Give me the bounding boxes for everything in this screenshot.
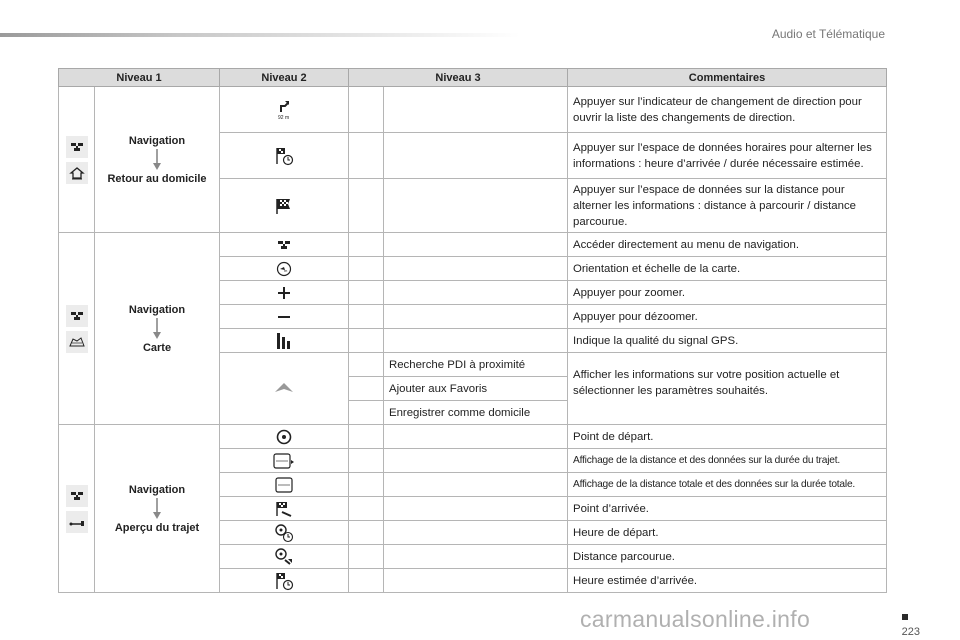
empty-cell bbox=[384, 449, 568, 473]
empty-cell bbox=[349, 329, 384, 353]
page-marker bbox=[902, 614, 908, 620]
empty-cell bbox=[384, 257, 568, 281]
comment-cell: Distance parcourue. bbox=[568, 545, 887, 569]
empty-cell bbox=[349, 425, 384, 449]
comment-cell: Point de départ. bbox=[568, 425, 887, 449]
empty-cell bbox=[349, 87, 384, 133]
empty-cell bbox=[384, 179, 568, 233]
empty-cell bbox=[349, 569, 384, 593]
level3-icon-cell bbox=[220, 569, 349, 593]
level3-icon-cell bbox=[220, 545, 349, 569]
empty-cell bbox=[349, 179, 384, 233]
empty-cell bbox=[384, 233, 568, 257]
comment-cell: Appuyer sur l’espace de données horaires pour alterner les informations : heure d’arrivée / durée nécessaire estimée. bbox=[568, 133, 887, 179]
level1-cell bbox=[59, 425, 95, 593]
header-level2: Niveau 2 bbox=[220, 69, 349, 87]
level2-to: Aperçu du trajet bbox=[114, 521, 200, 534]
level2-cell bbox=[95, 233, 220, 425]
level3-icon-cell bbox=[220, 329, 349, 353]
comment-cell: Point d’arrivée. bbox=[568, 497, 887, 521]
empty-cell bbox=[384, 497, 568, 521]
comment-cell: Heure estimée d’arrivée. bbox=[568, 569, 887, 593]
header-level3: Niveau 3 bbox=[349, 69, 568, 87]
empty-cell bbox=[349, 401, 384, 425]
level3-icon-cell bbox=[220, 281, 349, 305]
empty-cell bbox=[349, 257, 384, 281]
level2-to: Retour au domicile bbox=[107, 172, 207, 185]
level2-from: Navigation bbox=[128, 303, 186, 316]
empty-cell bbox=[384, 569, 568, 593]
sub-item-poi-search: Recherche PDI à proximité bbox=[384, 353, 568, 377]
zoom-in-icon bbox=[277, 286, 291, 300]
direction-change-icon bbox=[275, 100, 293, 120]
comment-cell: Appuyer sur l’indicateur de changement de direction pour ouvrir la liste des changements de direction. bbox=[568, 87, 887, 133]
level3-icon-cell bbox=[220, 353, 349, 425]
level3-icon-cell bbox=[220, 521, 349, 545]
header-rule bbox=[0, 33, 520, 37]
comment-cell: Orientation et échelle de la carte. bbox=[568, 257, 887, 281]
empty-cell bbox=[384, 521, 568, 545]
empty-cell bbox=[349, 521, 384, 545]
start-point-icon bbox=[275, 428, 293, 446]
comment-cell: Appuyer sur l’espace de données sur la distance pour alterner les informations : distance à parcourir / distance parcourue. bbox=[568, 179, 887, 233]
watermark: carmanualsonline.info bbox=[580, 606, 811, 632]
empty-cell bbox=[349, 133, 384, 179]
empty-cell bbox=[349, 473, 384, 497]
sub-item-save-home: Enregistrer comme domicile bbox=[384, 401, 568, 425]
navigation-menu-table bbox=[58, 68, 887, 593]
compass-icon bbox=[275, 260, 293, 278]
arrow-down-icon bbox=[152, 318, 162, 340]
header-level1: Niveau 1 bbox=[59, 69, 220, 87]
level1-cell bbox=[59, 233, 95, 425]
level3-icon-cell bbox=[220, 425, 349, 449]
level3-icon-cell bbox=[220, 497, 349, 521]
empty-cell bbox=[349, 497, 384, 521]
empty-cell bbox=[384, 329, 568, 353]
comment-cell: Affichage de la distance et des données sur la durée du trajet. bbox=[568, 449, 887, 473]
departure-time-icon bbox=[274, 523, 294, 543]
zoom-out-icon bbox=[277, 310, 291, 324]
level2-from: Navigation bbox=[128, 134, 186, 147]
navigation-icon bbox=[66, 485, 88, 507]
level1-cell bbox=[59, 87, 95, 233]
level3-icon-cell bbox=[220, 449, 349, 473]
position-arrow-icon bbox=[274, 382, 294, 394]
total-distance-duration-icon bbox=[274, 476, 294, 494]
navigation-icon bbox=[275, 237, 293, 253]
distance-travelled-icon bbox=[274, 547, 294, 567]
empty-cell bbox=[384, 281, 568, 305]
comment-cell: Appuyer pour zoomer. bbox=[568, 281, 887, 305]
empty-cell bbox=[384, 473, 568, 497]
page-number: 223 bbox=[901, 626, 920, 638]
navigation-icon bbox=[66, 136, 88, 158]
svg-text:92 m: 92 m bbox=[278, 114, 290, 120]
arrow-down-icon bbox=[152, 498, 162, 520]
comment-cell: Affichage de la distance totale et des données sur la durée totale. bbox=[568, 473, 887, 497]
comment-cell: Accéder directement au menu de navigation. bbox=[568, 233, 887, 257]
arrival-point-icon bbox=[274, 500, 294, 518]
gps-signal-icon bbox=[276, 332, 292, 350]
table-row bbox=[59, 87, 887, 133]
table-row bbox=[59, 233, 887, 257]
table-header-row bbox=[59, 69, 887, 87]
level2-to: Carte bbox=[142, 341, 172, 354]
comment-cell: Appuyer pour dézoomer. bbox=[568, 305, 887, 329]
home-icon bbox=[66, 162, 88, 184]
navigation-icon bbox=[66, 305, 88, 327]
empty-cell bbox=[349, 545, 384, 569]
level2-from: Navigation bbox=[128, 483, 186, 496]
level3-icon-cell bbox=[220, 87, 349, 133]
empty-cell bbox=[349, 449, 384, 473]
header-comments: Commentaires bbox=[568, 69, 887, 87]
empty-cell bbox=[349, 377, 384, 401]
section-title: Audio et Télématique bbox=[771, 27, 885, 41]
arrow-down-icon bbox=[152, 149, 162, 171]
distance-flag-icon bbox=[274, 196, 294, 216]
distance-duration-icon bbox=[273, 452, 295, 470]
empty-cell bbox=[384, 425, 568, 449]
level3-icon-cell bbox=[220, 473, 349, 497]
level3-icon-cell bbox=[220, 257, 349, 281]
table-row bbox=[59, 425, 887, 449]
sub-item-add-favorites: Ajouter aux Favoris bbox=[384, 377, 568, 401]
level3-icon-cell bbox=[220, 179, 349, 233]
route-overview-icon bbox=[66, 511, 88, 533]
comment-cell: Heure de départ. bbox=[568, 521, 887, 545]
svg-text:m: m bbox=[284, 267, 288, 273]
level3-icon-cell bbox=[220, 305, 349, 329]
arrival-time-icon bbox=[274, 146, 294, 166]
empty-cell bbox=[384, 305, 568, 329]
empty-cell bbox=[349, 281, 384, 305]
level3-icon-cell bbox=[220, 133, 349, 179]
comment-cell: Indique la qualité du signal GPS. bbox=[568, 329, 887, 353]
level2-cell bbox=[95, 425, 220, 593]
map-icon bbox=[66, 331, 88, 353]
empty-cell bbox=[349, 305, 384, 329]
empty-cell bbox=[384, 87, 568, 133]
empty-cell bbox=[349, 353, 384, 377]
comment-cell: Afficher les informations sur votre position actuelle et sélectionner les paramètres souhaités. bbox=[568, 353, 887, 425]
empty-cell bbox=[384, 133, 568, 179]
empty-cell bbox=[384, 545, 568, 569]
level2-cell bbox=[95, 87, 220, 233]
level3-icon-cell bbox=[220, 233, 349, 257]
empty-cell bbox=[349, 233, 384, 257]
estimated-arrival-icon bbox=[274, 571, 294, 591]
